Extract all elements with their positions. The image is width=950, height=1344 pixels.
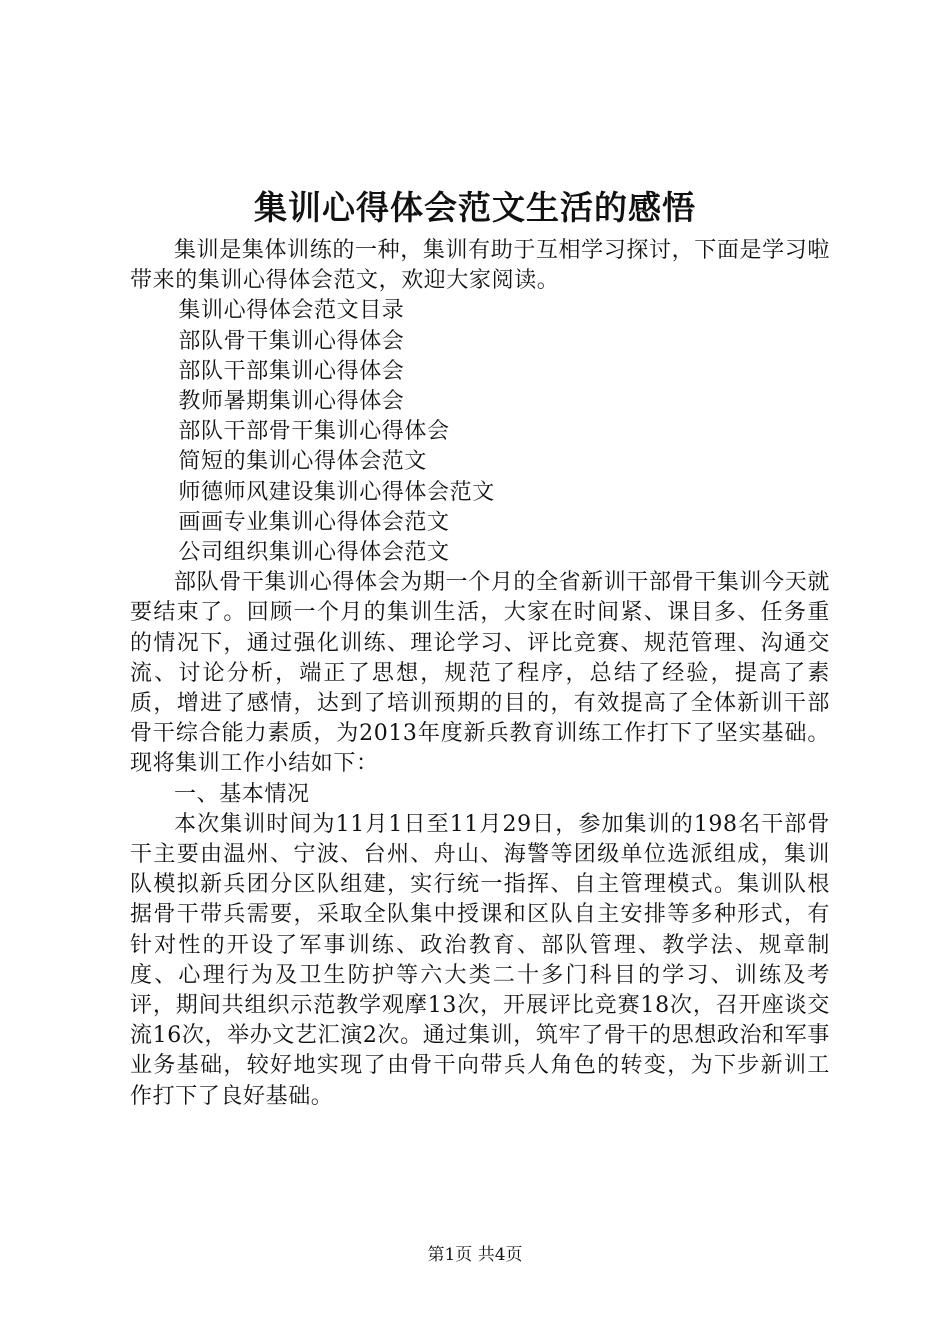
document-title: 集训心得体会范文生活的感悟 [254,188,696,227]
toc-item: 简短的集训心得体会范文 [178,449,427,475]
intro-paragraph: 集训是集体训练的一种，集训有助于互相学习探讨，下面是学习啦带来的集训心得体会范文，欢迎大家阅读。 [130,238,830,294]
toc-heading: 集训心得体会范文目录 [178,298,405,324]
section-heading: 一、基本情况 [174,781,310,807]
toc-item: 部队干部骨干集训心得体会 [178,419,450,445]
toc-item: 师德师风建设集训心得体会范文 [178,479,495,505]
body-paragraph: 本次集训时间为11月1日至11月29日，参加集训的198名干部骨干主要由温州、宁波、台州、舟山、海警等团级单位选派组成，集训队模拟新兵团分区队组建，实行统一指挥、自主管理模式。集训队根据骨干带兵需要，采取全队集中授课和区队自主安排等多种形式，有针对性的开设了军事训练、政治教育、部队管理、教学法、规章制度、心理行为及卫生防护等六大类二十多门科目的学习、训练及考评，期间共组织示范教学观摩13次，开展评比竞赛18次，召开座谈交流16次，举办文艺汇演2次。通过集训，筑牢了骨干的思想政治和军事业务基础，较好地实现了由骨干向带兵人角色的转变，为下步新训工作打下了良好基础。 [130,811,830,1109]
toc-item: 部队干部集训心得体会 [178,358,405,384]
toc-item: 教师暑期集训心得体会 [178,389,405,415]
toc-item: 画画专业集训心得体会范文 [178,509,450,535]
page-footer: 第1页 共4页 [427,1245,523,1265]
toc-item: 公司组织集训心得体会范文 [178,540,450,566]
document-body [130,236,830,1112]
toc-item: 部队骨干集训心得体会 [178,328,405,354]
body-paragraph: 部队骨干集训心得体会为期一个月的全省新训干部骨干集训今天就要结束了。回顾一个月的集训生活，大家在时间紧、课目多、任务重的情况下，通过强化训练、理论学习、评比竞赛、规范管理、沟通交流、讨论分析，端正了思想，规范了程序，总结了经验，提高了素质，增进了感情，达到了培训预期的目的，有效提高了全体新训干部骨干综合能力素质，为2013年度新兵教育训练工作打下了坚实基础。现将集训工作小结如下： [130,570,830,777]
